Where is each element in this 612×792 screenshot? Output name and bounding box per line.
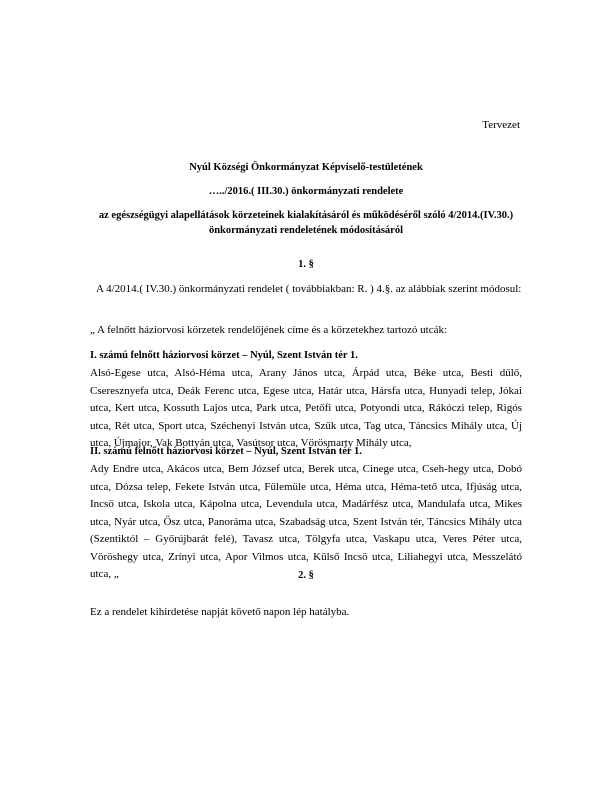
district-1-title: I. számú felnőtt háziorvosi körzet – Nyúl, Szent István tér 1. (90, 350, 358, 361)
quote-intro: „ A felnőtt háziorvosi körzetek rendelőjének címe és a körzetekhez tartozó utcák: (90, 324, 448, 336)
district-2-title: II. számú felnőtt háziorvosi körzet – Nyúl, Szent István tér 1. (90, 446, 362, 457)
district-1-streets: Alsó-Egese utca, Alsó-Héma utca, Arany János utca, Árpád utca, Béke utca, Besti dűlő, Cseresznyefa utca, Deák Ferenc utca, Egese utca, Határ utca, Hársfa utca, Hunyadi telep, Jókai utca, Kert utca, Kossuth Lajos utca, Park utca, Petőfi utca, Potyondi utca, Rákóczi telep, Rigós utca, Rét utca, Sport utca, Széchenyi István utca, Szűk utca, Tag utca, Táncsics Mihály utca, Új utca, Újmajor, Vak Bottyán utca, Vasútsor utca, Vörösmarty Mihály utca, (90, 367, 522, 449)
decree-number: …../2016.( III.30.) önkormányzati rendelete (208, 186, 404, 197)
draft-label: Tervezet (482, 119, 520, 131)
section-2-text: Ez a rendelet kihirdetése napját követő napon lép hatályba. (90, 606, 350, 618)
district-2-streets: Ady Endre utca, Akácos utca, Bem József utca, Berek utca, Cinege utca, Cseh-hegy utca, Dobó utca, Dózsa telep, Fekete István utca, Fülemüle utca, Héma utca, Héma-tető utca, Ifjúság utca, Incsö utca, Iskola utca, Kápolna utca, Levendula utca, Madárfész utca, Mandulafa utca, Mikes utca, Nyár utca, Ősz utca, Panoráma utca, Szabadság utca, Szent István tér, Táncsics Mihály utca (Szentiktól – Győrújbarát felé), Tavasz utca, Tölgyfa utca, Vaskapu utca, Veres Péter utca, Vöröshegy utca, Zrínyi utca, Apor Vilmos utca, Külső Incsö utca, Liliahegyi utca, Messzelátó utca, „ (90, 463, 522, 580)
section-1-intro: A 4/2014.( IV.30.) önkormányzati rendelet ( továbbiakban: R. ) 4.§. az alábbiak szerint módosul: (96, 283, 522, 295)
decree-subject-text: az egészségügyi alapellátások körzeteinek kialakításáról és működéséről szóló 4/2014.(IV.30.) önkormányzati rendeletének módosításáról (98, 210, 514, 236)
decree-subject (0, 208, 612, 238)
section-2-number: 2. § (298, 570, 314, 581)
council-title: Nyúl Községi Önkormányzat Képviselő-testületének (189, 162, 423, 173)
section-1-number: 1. § (298, 259, 314, 270)
